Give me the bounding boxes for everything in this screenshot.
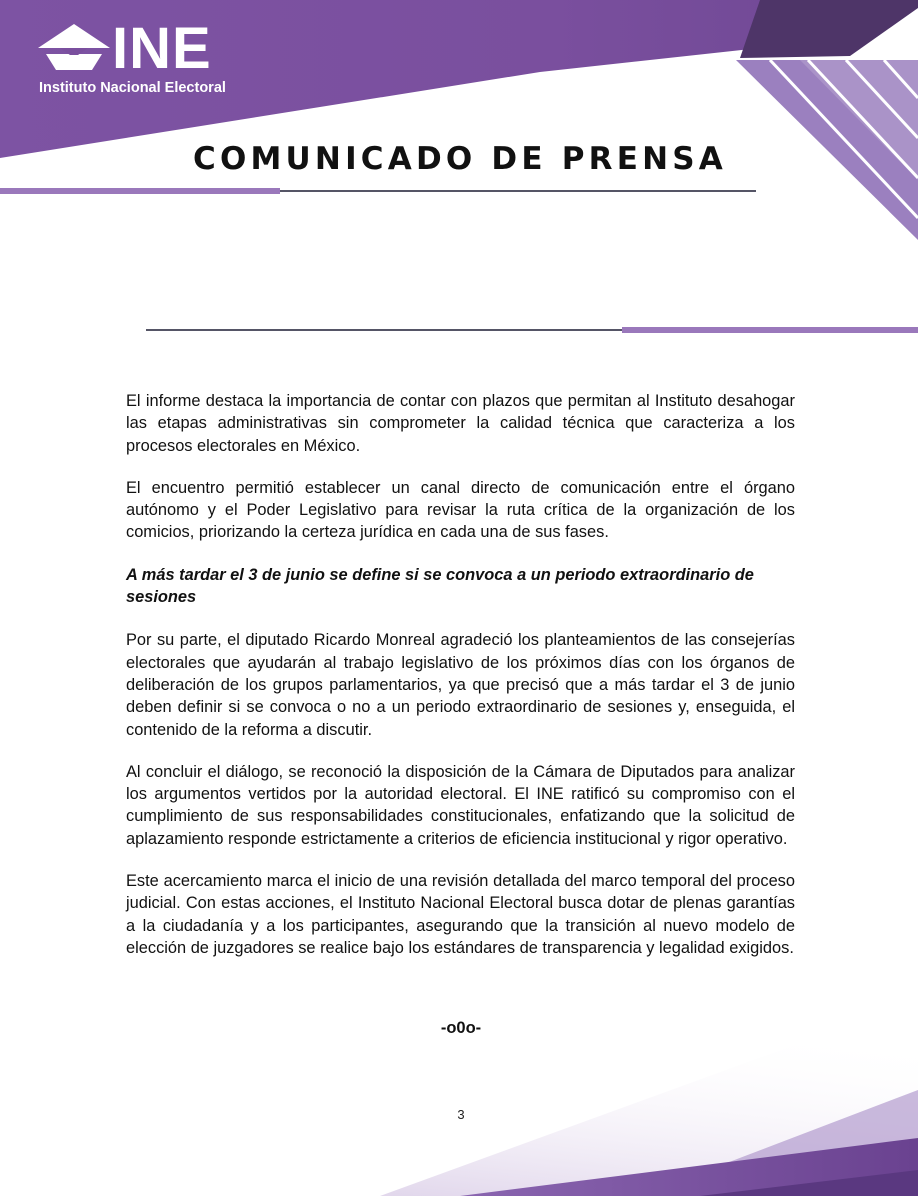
org-name: Instituto Nacional Electoral bbox=[39, 80, 226, 96]
title-underline-accent bbox=[0, 188, 280, 194]
closing-text: -o0o- bbox=[440, 1019, 482, 1037]
paragraph: Este acercamiento marca el inicio de una revisión detallada del marco temporal del proceso judicial. Con estas acciones, el Instituto Nacional Electoral busca dotar de plenas garantías a la ciudadanía y a los participantes, asegurando que la transición al nuevo modelo de elección de juzgadores se realice bajo los estándares de transparencia y legalidad exigidos. bbox=[126, 872, 795, 957]
paragraph: Al concluir el diálogo, se reconoció la disposición de la Cámara de Diputados para analizar los argumentos vertidos por la autoridad electoral. El INE ratificó su compromiso con el cumplimiento de sus responsabilidades constitucionales, enfatizando que la solicitud de aplazamiento responde estrictamente a criterios de eficiencia institucional y rigor operativo. bbox=[126, 762, 795, 848]
paragraph: El informe destaca la importancia de contar con plazos que permitan al Instituto desahogar las etapas administrativas sin comprometer la calidad técnica que caracteriza a los procesos electorales en México. bbox=[126, 392, 795, 455]
ballot-box-icon bbox=[38, 24, 110, 80]
paragraph: Por su parte, el diputado Ricardo Monreal agradeció los planteamientos de las consejerías electorales que ayudarán al trabajo legislativo de los próximos días con los órganos de deliberación de los grupos parlamentarios, ya que precisó que a más tardar el 3 de junio deben definir si se convoca o no a un periodo extraordinario de sesiones y, enseguida, el contenido de la reforma a discutir. bbox=[126, 631, 795, 739]
divider-line bbox=[146, 329, 622, 331]
paragraph: El encuentro permitió establecer un canal directo de comunicación entre el órgano autónomo y el Poder Legislativo para revisar la ruta crítica de la organización de los comicios, priorizando la certeza jurídica en cada una de sus fases. bbox=[126, 478, 795, 542]
page-title: COMUNICADO DE PRENSA bbox=[193, 141, 727, 177]
press-release-body bbox=[126, 390, 795, 979]
divider-accent bbox=[622, 327, 918, 333]
page-number-text: 3 bbox=[457, 1107, 465, 1122]
closing-mark bbox=[0, 1019, 918, 1038]
subheading: A más tardar el 3 de junio se define si se convoca a un periodo extraordinario de sesiones bbox=[126, 565, 754, 607]
page-number bbox=[0, 1107, 918, 1122]
title-underline bbox=[280, 190, 756, 192]
logo-wordmark: INE bbox=[112, 16, 212, 81]
header-corner-dark bbox=[740, 0, 918, 58]
ine-logo bbox=[38, 16, 278, 100]
